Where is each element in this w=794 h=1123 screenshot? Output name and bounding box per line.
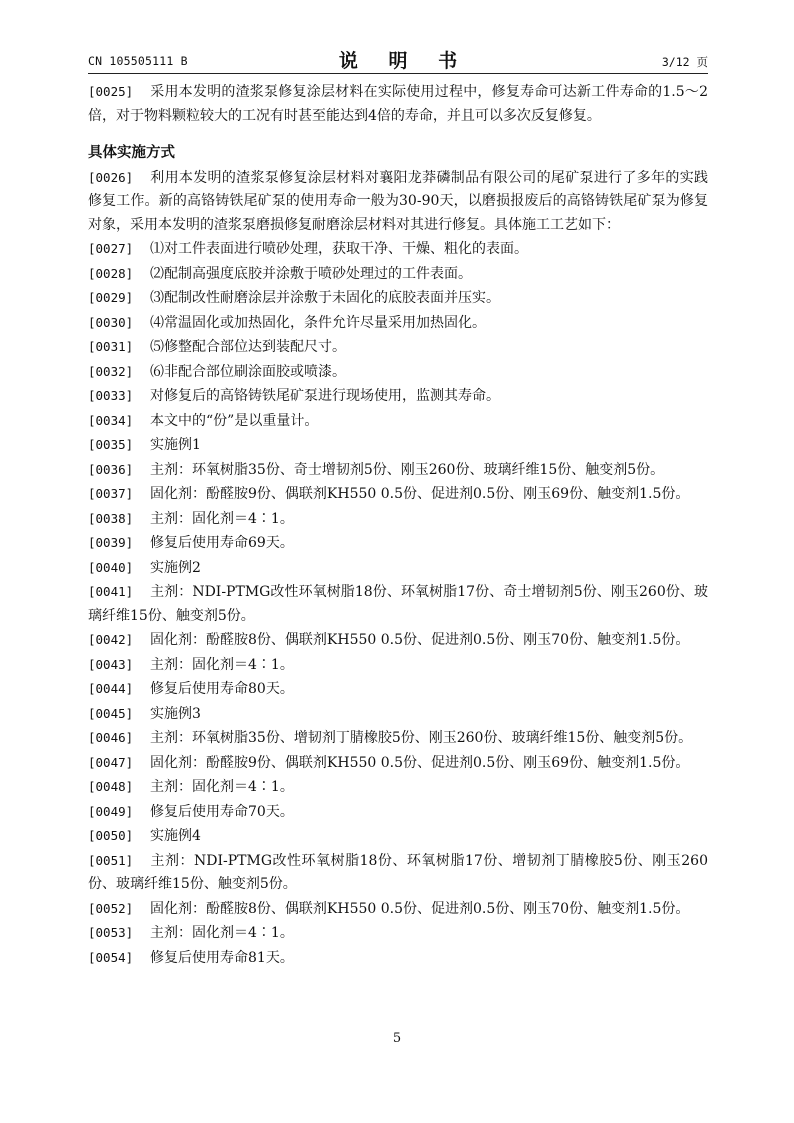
paragraph-number: [0028] xyxy=(88,265,134,281)
paragraph-number: [0054] xyxy=(88,949,134,965)
page-info: 3/12 页 xyxy=(661,55,708,69)
paragraph-text: 主剂：环氧树脂35份、奇士增韧剂5份、刚玉260份、玻璃纤维15份、触变剂5份。 xyxy=(150,461,665,478)
paragraph-text: 修复后使用寿命80天。 xyxy=(150,681,294,697)
paragraph-text: 实施例4 xyxy=(150,828,201,844)
paragraph-number: [0043] xyxy=(88,656,134,672)
paragraph-text: 修复后使用寿命81天。 xyxy=(150,949,294,966)
paragraph xyxy=(88,286,708,311)
paragraph-text: 实施例2 xyxy=(150,559,201,576)
paragraph-text: ⑶配制改性耐磨涂层并涂敷于未固化的底胶表面并压实。 xyxy=(150,290,500,306)
paragraph xyxy=(88,433,708,458)
paragraph-number: [0031] xyxy=(88,339,134,354)
paragraph xyxy=(88,409,708,434)
paragraph-number: [0036] xyxy=(88,461,134,477)
paragraph-number: [0032] xyxy=(88,363,134,379)
paragraph-number: [0052] xyxy=(88,900,134,916)
document-body xyxy=(88,80,708,970)
header-rule xyxy=(88,73,708,74)
paragraph-text: ⑹非配合部位刷涂面胶或喷漆。 xyxy=(150,363,346,380)
paragraph xyxy=(88,556,708,581)
paragraph-number: [0040] xyxy=(88,559,134,575)
paragraph-text: 固化剂：酚醛胺9份、偶联剂KH550 0.5份、促进剂0.5份、刚玉69份、触变剂1.5份。 xyxy=(150,754,690,771)
paragraph-text: ⑴对工件表面进行喷砂处理，获取干净、干燥、粗化的表面。 xyxy=(150,241,528,257)
paragraph xyxy=(88,800,708,825)
paragraph-number: [0045] xyxy=(88,705,134,721)
paragraph-number: [0029] xyxy=(88,290,134,305)
paragraph xyxy=(88,824,708,849)
paragraph-number: [0033] xyxy=(88,388,134,403)
paragraph xyxy=(88,580,708,628)
paragraph-text: 固化剂：酚醛胺8份、偶联剂KH550 0.5份、促进剂0.5份、刚玉70份、触变剂1.5份。 xyxy=(150,632,690,648)
paragraph-text: 主剂：NDI-PTMG改性环氧树脂18份、环氧树脂17份、奇士增韧剂5份、刚玉260份、玻璃纤维15份、触变剂5份。 xyxy=(88,584,708,624)
paragraph xyxy=(88,531,708,556)
paragraph-text: 主剂：固化剂＝4∶1。 xyxy=(150,656,294,673)
paragraph xyxy=(88,384,708,409)
paragraph-text: 实施例1 xyxy=(150,437,201,453)
paragraph xyxy=(88,775,708,800)
paragraph-text: 利用本发明的渣浆泵修复涂层材料对襄阳龙莽磷制品有限公司的尾矿泵进行了多年的实践修复工作。新的高铬铸铁尾矿泵的使用寿命一般为30-90天，以磨损报废后的高铬铸铁尾矿泵为修复对象，采用本发明的渣浆泵磨损修复耐磨涂层材料对其进行修复。具体施工工艺如下： xyxy=(88,169,708,233)
paragraph-number: [0035] xyxy=(88,437,134,452)
paragraph-text: 固化剂：酚醛胺9份、偶联剂KH550 0.5份、促进剂0.5份、刚玉69份、触变剂1.5份。 xyxy=(150,486,690,502)
paragraph-text: 采用本发明的渣浆泵修复涂层材料在实际使用过程中，修复寿命可达新工件寿命的1.5～2倍，对于物料颗粒较大的工况有时甚至能达到4倍的寿命，并且可以多次反复修复。 xyxy=(88,84,708,124)
paragraph xyxy=(88,458,708,483)
page-header xyxy=(88,46,708,72)
paragraph xyxy=(88,507,708,532)
paragraph-number: [0027] xyxy=(88,241,134,256)
paragraph xyxy=(88,653,708,678)
paragraph-number: [0026] xyxy=(88,169,134,185)
paragraph-text: 主剂：环氧树脂35份、增韧剂丁腈橡胶5份、刚玉260份、玻璃纤维15份、触变剂5份。 xyxy=(150,730,693,746)
paragraph xyxy=(88,262,708,287)
paragraph-number: [0034] xyxy=(88,412,134,428)
document-title: 说 明 书 xyxy=(338,50,470,72)
paragraph xyxy=(88,726,708,751)
paragraph-text: ⑸修整配合部位达到装配尺寸。 xyxy=(150,339,346,355)
paragraph xyxy=(88,80,708,128)
paragraph xyxy=(88,311,708,336)
paragraph xyxy=(88,702,708,727)
paragraph-text: 主剂：NDI-PTMG改性环氧树脂18份、环氧树脂17份、增韧剂丁腈橡胶5份、刚玉260份、玻璃纤维15份、触变剂5份。 xyxy=(88,852,708,892)
paragraph-text: ⑷常温固化或加热固化，条件允许尽量采用加热固化。 xyxy=(150,314,486,331)
paragraph xyxy=(88,360,708,385)
paragraph xyxy=(88,897,708,922)
paragraph-number: [0037] xyxy=(88,486,134,501)
paragraph xyxy=(88,946,708,971)
paragraph-text: 主剂：固化剂＝4∶1。 xyxy=(150,779,294,795)
paragraph-number: [0049] xyxy=(88,803,134,819)
paragraph xyxy=(88,482,708,507)
paragraph-number: [0044] xyxy=(88,681,134,696)
paragraph-number: [0025] xyxy=(88,84,134,99)
paragraph-number: [0039] xyxy=(88,535,134,550)
paragraph xyxy=(88,751,708,776)
main-paragraphs xyxy=(88,166,708,971)
section-title: 具体实施方式 xyxy=(88,145,175,161)
paragraph-number: [0051] xyxy=(88,852,134,868)
paragraph-text: 修复后使用寿命69天。 xyxy=(150,535,294,551)
paragraph xyxy=(88,335,708,360)
paragraph-number: [0050] xyxy=(88,828,134,843)
paragraph xyxy=(88,921,708,946)
paragraph-text: 固化剂：酚醛胺8份、偶联剂KH550 0.5份、促进剂0.5份、刚玉70份、触变剂1.5份。 xyxy=(150,900,690,917)
paragraph xyxy=(88,237,708,262)
paragraph-text: 主剂：固化剂＝4∶1。 xyxy=(150,925,294,941)
paragraph xyxy=(88,677,708,702)
paragraph-number: [0041] xyxy=(88,584,134,599)
paragraph-text: 对修复后的高铬铸铁尾矿泵进行现场使用，监测其寿命。 xyxy=(150,388,500,404)
paragraph-text: ⑵配制高强度底胶并涂敷于喷砂处理过的工件表面。 xyxy=(150,265,472,282)
paragraph-text: 本文中的“份”是以重量计。 xyxy=(150,412,319,429)
paragraph-number: [0038] xyxy=(88,510,134,526)
paragraph-number: [0048] xyxy=(88,779,134,794)
page-number: 5 xyxy=(392,1031,402,1046)
paragraph-number: [0047] xyxy=(88,754,134,770)
paragraph-text: 修复后使用寿命70天。 xyxy=(150,803,294,820)
paragraph-text: 主剂：固化剂＝4∶1。 xyxy=(150,510,294,527)
top-paragraphs xyxy=(88,80,708,128)
patent-number: CN 105505111 B xyxy=(88,54,188,68)
paragraph-number: [0042] xyxy=(88,632,134,647)
paragraph xyxy=(88,628,708,653)
paragraph-number: [0046] xyxy=(88,730,134,745)
paragraph xyxy=(88,166,708,238)
paragraph-text: 实施例3 xyxy=(150,705,201,722)
paragraph xyxy=(88,849,708,897)
paragraph-number: [0030] xyxy=(88,314,134,330)
paragraph-number: [0053] xyxy=(88,925,134,940)
